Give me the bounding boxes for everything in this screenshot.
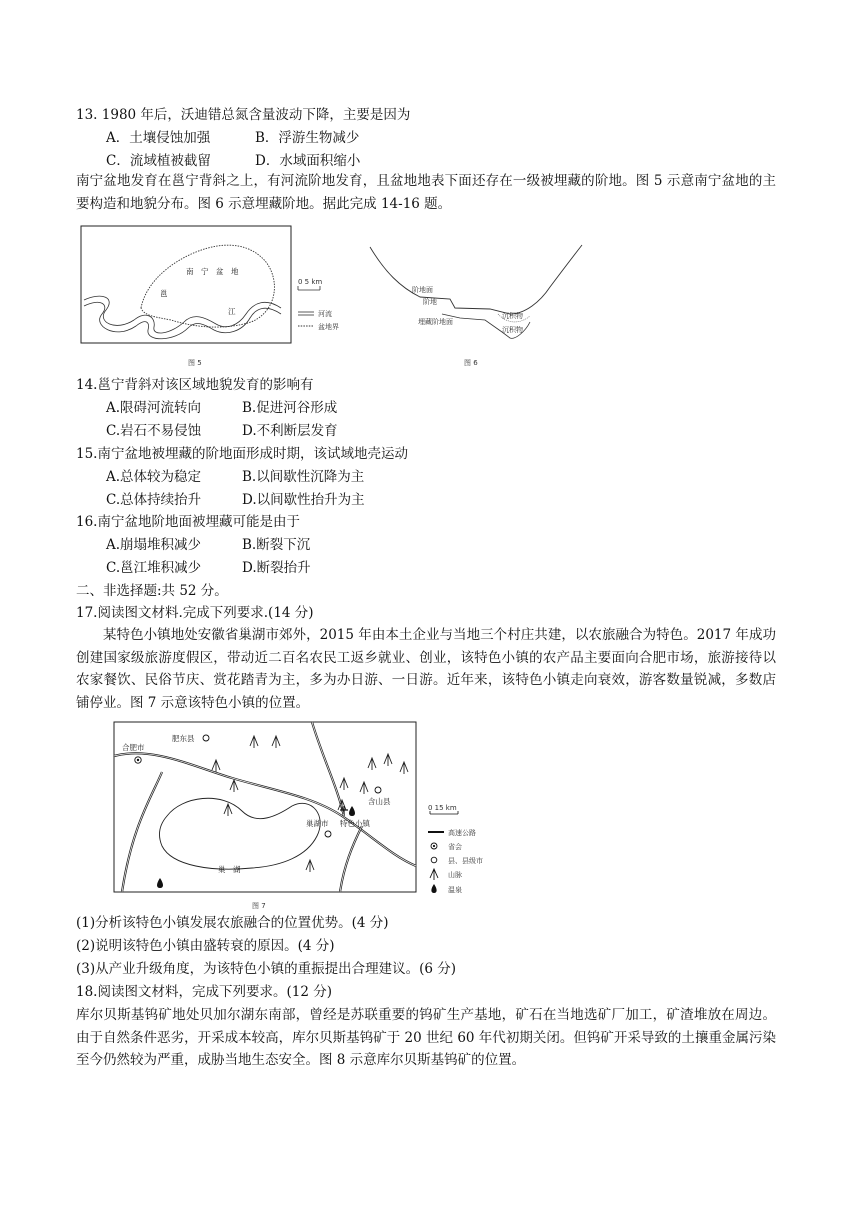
q17-sub1: (1)分析该特色小镇发展农旅融合的位置优势。(4 分) bbox=[76, 915, 389, 931]
q13-option-a: A．土壤侵蚀加强 bbox=[106, 130, 211, 146]
fig7-hefei: 合肥市 bbox=[122, 743, 145, 752]
q16-option-c: C.邕江堆积减少 bbox=[106, 560, 202, 576]
fig5-caption: 图 5 bbox=[188, 359, 202, 367]
fig6-label-terrace: 阶地 bbox=[423, 298, 437, 306]
fig5-legend-boundary: 盆地界 bbox=[318, 323, 339, 331]
q16-option-b: B.断裂下沉 bbox=[242, 537, 311, 553]
q15-option-d: D.以间歇性抬升为主 bbox=[242, 492, 365, 508]
fig7-hanshan: 含山县 bbox=[368, 797, 391, 806]
fig7-legend-county: 县、县级市 bbox=[448, 857, 483, 865]
q15-option-a: A.总体较为稳定 bbox=[106, 469, 202, 485]
q13-option-c: C．流域植被截留 bbox=[106, 153, 211, 169]
fig5-label-pen: 盆 bbox=[216, 267, 224, 276]
q18-stem: 18.阅读图文材料，完成下列要求。(12 分) bbox=[76, 984, 332, 1000]
q17-sub3: (3)从产业升级角度，为该特色小镇的重振提出合理建议。(6 分) bbox=[76, 961, 457, 977]
fig5-label-di: 地 bbox=[231, 267, 239, 276]
fig7-chaohu-city: 巢湖市 bbox=[306, 819, 329, 828]
fig5-label-nan: 南 bbox=[186, 267, 194, 276]
q16-stem: 16.南宁盆地阶地面被埋藏可能是由于 bbox=[76, 514, 300, 530]
fig5-legend-river: 河流 bbox=[318, 310, 332, 318]
q17-stem: 17.阅读图文材料.完成下列要求.(14 分) bbox=[76, 605, 314, 621]
q15-stem: 15.南宁盆地被埋藏的阶地面形成时期，该试域地壳运动 bbox=[76, 446, 408, 462]
fig7-scale: 0 15 km bbox=[428, 804, 457, 812]
q15-option-b: B.以间歇性沉降为主 bbox=[242, 469, 365, 485]
q17-material: 某特色小镇地处安徽省巢湖市郊外，2015 年由本土企业与当地三个村庄共建，以农旅融合为特色。2017 年成功创建国家级旅游度假区，带动近二百名农民工返乡就业、创业，该特色小镇的农产品主要面向合肥市场，旅游接待以农家餐饮、民俗节庆、赏花踏青为主，多为办日游、一日游。近年来，该特色小镇走向衰效，游客数量锐减，多数店铺停业。图 7 示意该特色小镇的位置。 bbox=[76, 627, 776, 711]
q16-option-a: A.崩塌堆积减少 bbox=[106, 537, 202, 553]
fig6-caption: 图 6 bbox=[464, 359, 478, 367]
q14-option-a: A.限碍河流转向 bbox=[106, 400, 202, 416]
fig6-label-sediment-1: 沉积物 bbox=[502, 312, 523, 320]
fig6-label-terrace-surface: 阶地面 bbox=[412, 286, 433, 294]
q13-option-b: B．浮游生物减少 bbox=[255, 130, 360, 146]
figure-5-map bbox=[76, 222, 356, 372]
fig7-legend-hotspring: 温泉 bbox=[448, 886, 462, 894]
fig5-label-jiang: 江 bbox=[228, 307, 236, 316]
fig7-lake: 巢 湖 bbox=[218, 865, 241, 874]
q14-option-c: C.岩石不易侵蚀 bbox=[106, 423, 202, 439]
q13-option-d: D．水域面积缩小 bbox=[255, 153, 361, 169]
q14-option-d: D.不利断层发育 bbox=[242, 423, 338, 439]
fig6-label-sediment-2: 沉积物 bbox=[502, 326, 523, 334]
q13-stem: 13. 1980 年后，沃迪错总氮含量波动下降，主要是因为 bbox=[76, 107, 411, 123]
intro-14-16: 南宁盆地发育在邕宁背斜之上，有河流阶地发育，且盆地地表下面还存在一级被埋藏的阶地。图 5 示意南宁盆地的主要构造和地貌分布。图 6 示意埋藏阶地。据此完成 14-16 题。 bbox=[76, 173, 776, 212]
figure-7-map bbox=[112, 716, 492, 912]
q18-material: 库尔贝斯基钨矿地处贝加尔湖东南部，曾经是苏联重要的钨矿生产基地，矿石在当地选矿厂加工，矿渣堆放在周边。由于自然条件恶劣，开采成本较高，库尔贝斯基钨矿于 20 世纪 60 年代初期关闭。但钨矿开采导致的土攘重金属污染至今仍然较为严重，成胁当地生态安全。图 8 示意库尔贝斯基钨矿的位置。 bbox=[76, 1007, 776, 1069]
fig7-legend-capital: 省会 bbox=[448, 843, 462, 851]
q14-stem: 14.邕宁背斜对该区域地貌发育的影响有 bbox=[76, 377, 314, 393]
fig7-legend-highway: 高速公路 bbox=[448, 829, 476, 837]
fig5-scale: 0 5 km bbox=[298, 278, 323, 286]
fig5-label-yong: 邕 bbox=[160, 289, 168, 298]
q16-option-d: D.断裂抬升 bbox=[242, 560, 311, 576]
q15-option-c: C.总体持续抬升 bbox=[106, 492, 202, 508]
fig7-town: 特色小镇 bbox=[340, 819, 370, 828]
q14-option-b: B.促进河谷形成 bbox=[242, 400, 338, 416]
fig7-caption: 图 7 bbox=[252, 902, 266, 910]
fig7-feidong: 肥东县 bbox=[172, 734, 195, 743]
fig7-legend-mountain: 山脉 bbox=[448, 871, 462, 879]
section-2-heading: 二、非选择题:共 52 分。 bbox=[76, 583, 228, 599]
fig5-label-ning: 宁 bbox=[201, 267, 209, 276]
fig6-label-buried-terrace: 埋藏阶地面 bbox=[418, 318, 453, 326]
figure-6-diagram bbox=[360, 242, 590, 370]
q17-sub2: (2)说明该特色小镇由盛转衰的原因。(4 分) bbox=[76, 938, 335, 954]
